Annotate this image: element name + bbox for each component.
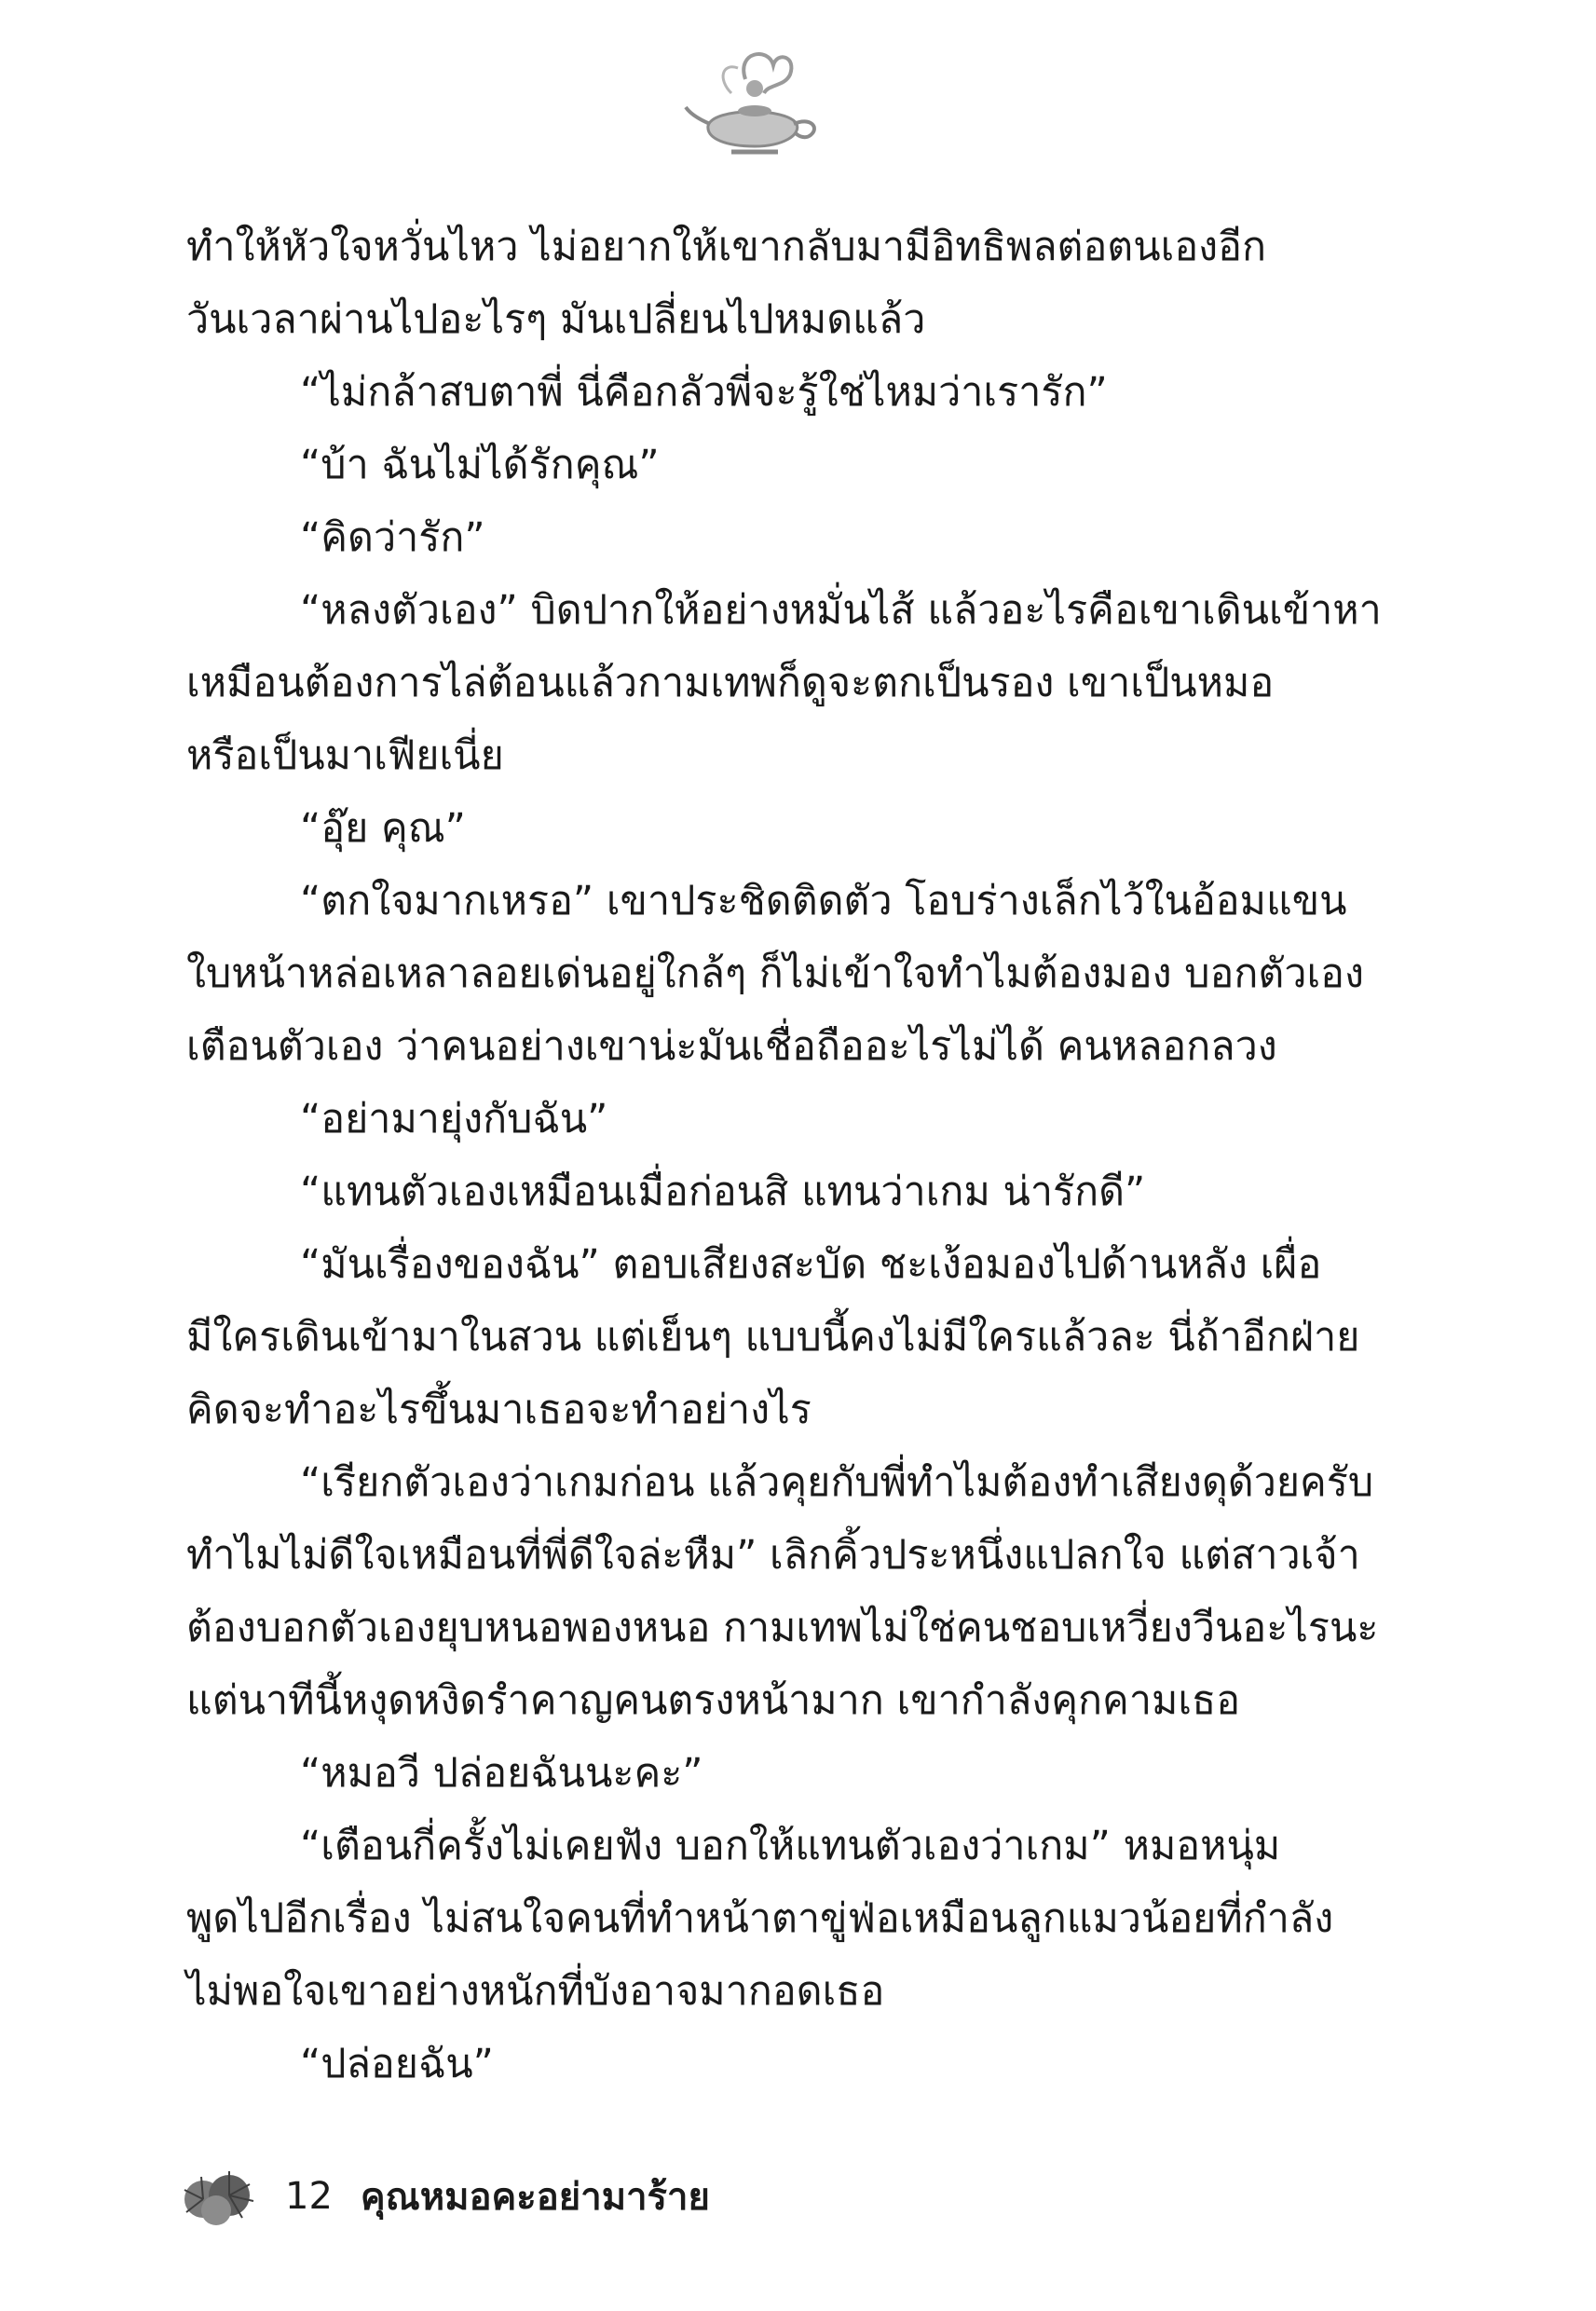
cupid-teapot-ornament-icon — [680, 42, 829, 163]
text-line: ไม่พอใจเขาอย่างหนักที่บังอาจมากอดเธอ — [186, 1968, 885, 2015]
text-line: มีใครเดินเข้ามาในสวน แต่เย็นๆ แบบนี้คงไม่มีใครแล้วละ นี่ถ้าอีกฝ่าย — [186, 1314, 1360, 1361]
text-line: เตือนตัวเอง ว่าคนอย่างเขาน่ะมันเชื่อถืออะไรไม่ได้ คนหลอกลวง — [186, 1023, 1277, 1070]
text-line: “อย่ามายุ่งกับฉัน” — [300, 1096, 608, 1142]
text-line: “ตกใจมากเหรอ” เขาประชิดติดตัว โอบร่างเล็กไว้ในอ้อมแขน — [300, 878, 1347, 924]
book-title: คุณหมอคะอย่ามาร้าย — [360, 2176, 710, 2219]
text-line: เหมือนต้องการไล่ต้อนแล้วกามเทพก็ดูจะตกเป็นรอง เขาเป็นหมอ — [186, 660, 1275, 706]
text-line: ใบหน้าหล่อเหลาลอยเด่นอยู่ใกล้ๆ ก็ไม่เข้าใจทำไมต้องมอง บอกตัวเอง — [186, 950, 1365, 997]
text-line: “คิดว่ารัก” — [300, 514, 485, 561]
text-line: “เรียกตัวเองว่าเกมก่อน แล้วคุยกับพี่ทำไมต้องทำเสียงดุด้วยครับ — [300, 1459, 1374, 1506]
text-line: “ปล่อยฉัน” — [300, 2041, 494, 2087]
text-line: “อุ๊ย คุณ” — [300, 805, 466, 852]
text-line: “เตือนกี่ครั้งไม่เคยฟัง บอกให้แทนตัวเองว่าเกม” หมอหนุ่ม — [300, 1823, 1281, 1869]
text-line: พูดไปอีกเรื่อง ไม่สนใจคนที่ทำหน้าตาขู่ฟ่อเหมือนลูกแมวน้อยที่กำลัง — [186, 1895, 1334, 1942]
text-line: ต้องบอกตัวเองยุบหนอพองหนอ กามเทพไม่ใช่คนชอบเหวี่ยงวีนอะไรนะ — [186, 1605, 1379, 1651]
text-line: “หลงตัวเอง” บิดปากให้อย่างหมั่นไส้ แล้วอะไรคือเขาเดินเข้าหา — [300, 587, 1382, 634]
body-text — [186, 211, 1382, 2100]
text-line: หรือเป็นมาเฟียเนี่ย — [186, 732, 504, 779]
text-line: “ไม่กล้าสบตาพี่ นี่คือกลัวพี่จะรู้ใช่ไหมว่าเรารัก” — [300, 369, 1108, 416]
page-footer — [177, 2164, 710, 2229]
text-line: “บ้า ฉันไม่ได้รักคุณ” — [300, 442, 660, 488]
text-line: แต่นาทีนี้หงุดหงิดรำคาญคนตรงหน้ามาก เขากำลังคุกคามเธอ — [186, 1677, 1241, 1724]
text-line: “หมอวี ปล่อยฉันนะคะ” — [300, 1750, 703, 1797]
text-line: ทำไมไม่ดีใจเหมือนที่พี่ดีใจล่ะหืม” เลิกคิ้วประหนึ่งแปลกใจ แต่สาวเจ้า — [186, 1532, 1360, 1579]
page-number: 12 — [285, 2175, 333, 2218]
text-line: ทำให้หัวใจหวั่นไหว ไม่อยากให้เขากลับมามีอิทธิพลต่อตนเองอีก — [186, 224, 1267, 270]
text-line: “แทนตัวเองเหมือนเมื่อก่อนสิ แทนว่าเกม น่ารักดี” — [300, 1169, 1146, 1215]
text-line: “มันเรื่องของฉัน” ตอบเสียงสะบัด ชะเง้อมองไปด้านหลัง เผื่อ — [300, 1241, 1322, 1288]
text-line: คิดจะทำอะไรขึ้นมาเธอจะทำอย่างไร — [186, 1387, 812, 1433]
text-line: วันเวลาผ่านไปอะไรๆ มันเปลี่ยนไปหมดแล้ว — [186, 296, 926, 343]
flower-ornament-icon — [177, 2164, 261, 2229]
